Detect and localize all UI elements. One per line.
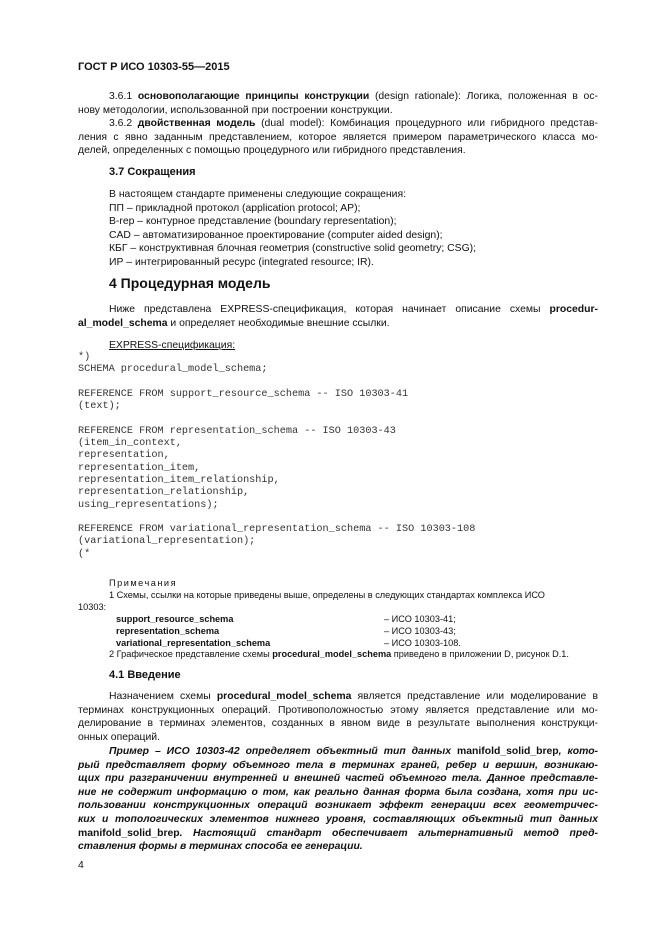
schema-standard: – ИСО 10303-43; — [384, 626, 456, 636]
code-line: (variational_representation); — [78, 536, 256, 548]
section-4-p-text2: и определяет необходимые внешние ссылки. — [167, 317, 390, 329]
code-line: SCHEMA procedural_model_schema; — [78, 364, 268, 376]
schema-standard: – ИСО 10303-41; — [384, 614, 456, 624]
schema-name-part2: al_model_schema — [78, 317, 168, 329]
abbreviation-item: КБГ – конструктивная блочная геометрия (constructive solid geometry; CSG); — [109, 243, 477, 255]
express-spec-label: EXPRESS-спецификация: — [109, 340, 236, 351]
intro-heading: 4.1 Введение — [109, 669, 181, 681]
intro-line1 — [78, 690, 598, 704]
schema-standards — [384, 613, 461, 649]
abbreviations-intro: В настоящем стандарте применены следующие сокращения: — [109, 189, 406, 200]
code-line: REFERENCE FROM support_resource_schema -- ISO 10303-41 — [78, 388, 409, 400]
abbreviation-item: ПП – прикладной протокол (application protocol; AP); — [109, 202, 361, 214]
def-361-line1 — [78, 90, 598, 104]
example-line7 — [78, 827, 598, 841]
code-line — [78, 377, 475, 389]
example-line2: рый представляет форму объемного тела в терминах граней, ребер и вершин, возникаю- — [78, 759, 598, 771]
abbreviations-heading: 3.7 Сокращения — [109, 166, 196, 178]
code-line: using_representations); — [78, 499, 219, 511]
def-361-text: (design rationale): Логика, положенная в ос- — [369, 91, 598, 102]
example-line4: ние не содержит информацию о том, как реально данная форма была создана, хотя при ис- — [78, 786, 598, 798]
code-line: representation_item_relationship, — [78, 474, 280, 486]
section-4-p-text: Ниже представлена EXPRESS-спецификация, которая начинает описание схемы — [109, 304, 550, 315]
note-1-line1: 1 Схемы, ссылки на которые приведены выше, определены в следующих стандартах комплекса ИСО — [109, 590, 545, 600]
example-type-name: manifold_solid_brep — [78, 827, 180, 839]
note-2-text2: приведено в приложении D, рисунок D.1. — [391, 649, 569, 659]
example-line8: ставления формы в терминах способа ее генерации. — [78, 841, 363, 853]
example-text3: . Настоящий стандарт обеспечивает альтернативный метод пред- — [179, 827, 598, 839]
schema-name: variational_representation_schema — [116, 638, 271, 648]
abbreviation-item: B-rep – контурное представление (boundary representation); — [109, 216, 397, 228]
code-line — [78, 512, 475, 524]
intro-line2: терминах конструкционных операций. Противоположностью этому является представление или мо- — [78, 704, 598, 716]
abbreviation-item: CAD – автоматизированное проектирование (computer aided design); — [109, 229, 443, 241]
def-362-term: двойственная модель — [137, 118, 256, 129]
example-text2: , кото- — [558, 746, 599, 757]
code-line: REFERENCE FROM variational_representation_schema -- ISO 10303-108 — [78, 524, 476, 536]
abbreviation-item: ИР – интегрированный ресурс (integrated resource; IR). — [109, 256, 374, 268]
example-line3: щих при разграничении внутренней и внешней частей объемного тела. Данное представле- — [78, 773, 598, 785]
def-362-line3: делей, определенных с помощью процедурного или гибридного представления. — [78, 145, 466, 157]
code-line: *) — [78, 352, 91, 363]
def-362-line2: ления с явно заданным представлением, которое является примером параметрического класса мо- — [78, 131, 598, 143]
definition-3-6-1 — [78, 90, 598, 117]
document-header: ГОСТ Р ИСО 10303-55—2015 — [78, 61, 230, 73]
example-line6: ких и топологических элементов нижнего уровня, составляющих объектный тип данных — [78, 813, 598, 825]
code-line: representation_relationship, — [78, 487, 250, 499]
example-text: Пример – ИСО 10303-42 определяет объектный тип данных — [109, 746, 458, 757]
code-line: (text); — [78, 401, 121, 413]
intro-line3: делирование в терминах элементов, созданных в явном виде в результате выполнения конструкци- — [78, 718, 598, 730]
schema-name: representation_schema — [116, 626, 220, 636]
example-line5: пользовании конструкционных операций возникает эффект генерации всех геометричес- — [78, 800, 598, 812]
section-4-p-line2 — [78, 317, 598, 331]
note-1-line2: 10303: — [78, 602, 107, 612]
schema-name-part1: procedur- — [549, 304, 598, 315]
intro-line4: онных операций. — [78, 731, 160, 743]
intro-paragraph — [78, 690, 598, 744]
intro-text2: является представление или моделирование в — [351, 691, 598, 702]
code-line: (* — [78, 548, 91, 560]
intro-schema: procedural_model_schema — [216, 691, 352, 702]
section-4-paragraph — [78, 303, 598, 330]
example-type-name: manifold_solid_brep — [457, 746, 559, 757]
code-line: representation, — [78, 450, 170, 462]
definition-3-6-2 — [78, 117, 598, 158]
note-2-text: 2 Графическое представление схемы — [109, 649, 273, 659]
example-line1 — [78, 745, 598, 759]
schema-name: support_resource_schema — [116, 614, 234, 624]
notes-title: Примечания — [109, 578, 178, 588]
note-2-schema: procedural_model_schema — [272, 649, 392, 659]
section-4-heading: 4 Процедурная модель — [109, 275, 271, 291]
schema-standard: – ИСО 10303-108. — [384, 638, 461, 648]
def-362-line1 — [78, 117, 598, 131]
page-number: 4 — [78, 860, 84, 871]
def-362-text: (dual model): Комбинация процедурного или гибридного представ- — [255, 118, 598, 129]
example-paragraph — [78, 745, 598, 854]
code-line — [78, 413, 475, 425]
code-line: REFERENCE FROM representation_schema -- ISO 10303-43 — [78, 425, 396, 437]
note-2 — [109, 648, 569, 660]
def-361-term: основополагающие принципы конструкции — [137, 91, 370, 102]
code-line: representation_item, — [78, 462, 201, 474]
section-4-p-line1 — [78, 303, 598, 317]
def-362-number: 3.6.2 — [109, 118, 138, 129]
intro-text: Назначением схемы — [109, 691, 217, 702]
abbreviations-list — [109, 188, 476, 270]
code-line: (item_in_context, — [78, 438, 182, 450]
schema-names — [116, 613, 270, 649]
def-361-line2: нову методологии, использованной при построении конструкции. — [78, 104, 393, 116]
express-code-block — [78, 352, 475, 561]
notes-block — [78, 589, 598, 613]
def-361-number: 3.6.1 — [109, 91, 138, 102]
